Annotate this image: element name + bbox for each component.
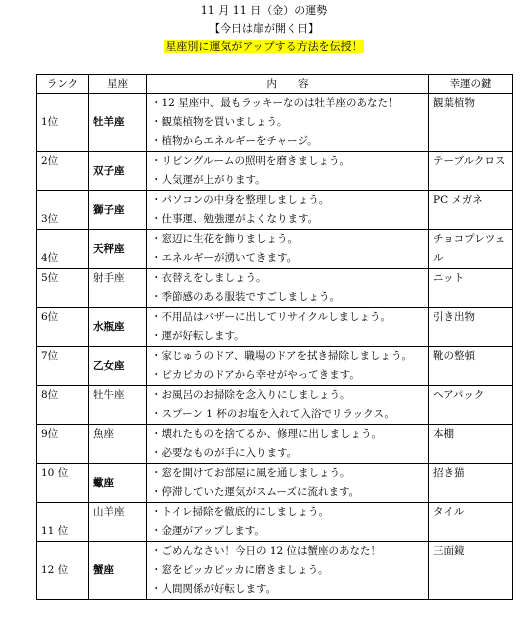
content-line: ・お風呂のお掃除を念入りにしましょう。 bbox=[151, 389, 351, 401]
table-row bbox=[37, 269, 513, 308]
content-cell bbox=[147, 503, 429, 542]
zodiac-sign-cell: 牡牛座 bbox=[89, 386, 147, 425]
rank-cell: 3位 bbox=[37, 191, 89, 230]
table-row bbox=[37, 152, 513, 191]
zodiac-sign-cell: 蟹座 bbox=[89, 542, 147, 600]
content-cell bbox=[147, 542, 429, 600]
content-cell bbox=[147, 94, 429, 152]
content-line: ・金運がアップします。 bbox=[151, 525, 265, 537]
lucky-key-cell: PC メガネ bbox=[429, 191, 513, 230]
rank-cell: 8位 bbox=[37, 386, 89, 425]
content-line: ・停滞していた運気がスムーズに流れます。 bbox=[151, 486, 360, 498]
rank-cell: 11 位 bbox=[37, 503, 89, 542]
table-body bbox=[37, 94, 513, 600]
column-header-lucky-key: 幸運の鍵 bbox=[429, 75, 513, 94]
rank-cell: 6位 bbox=[37, 308, 89, 347]
zodiac-sign-cell: 山羊座 bbox=[89, 503, 147, 542]
lucky-key-cell: チョコプレツェル bbox=[429, 230, 513, 269]
content-line: ・窓辺に生花を飾りましょう。 bbox=[151, 233, 298, 245]
rank-cell: 2位 bbox=[37, 152, 89, 191]
table-row bbox=[37, 542, 513, 600]
content-cell bbox=[147, 230, 429, 269]
table-row bbox=[37, 464, 513, 503]
content-cell bbox=[147, 152, 429, 191]
zodiac-sign-cell: 射手座 bbox=[89, 269, 147, 308]
zodiac-sign-cell: 天秤座 bbox=[89, 230, 147, 269]
lucky-key-cell: ヘアパック bbox=[429, 386, 513, 425]
zodiac-sign-cell: 蠍座 bbox=[89, 464, 147, 503]
content-line: ・必要なものが手に入ります。 bbox=[151, 447, 298, 459]
day-subtitle: 【今日は扉が開く日】 bbox=[209, 22, 319, 35]
table-row bbox=[37, 230, 513, 269]
content-line: ・窓を開けてお部屋に風を通しましょう。 bbox=[151, 467, 351, 479]
rank-cell: 4位 bbox=[37, 230, 89, 269]
lucky-key-cell: 引き出物 bbox=[429, 308, 513, 347]
lucky-key-cell: 三面鏡 bbox=[429, 542, 513, 600]
content-line: ・人間関係が好転します。 bbox=[151, 583, 277, 595]
content-line: ・壊れたものを捨てるか、修理に出しましょう。 bbox=[151, 428, 382, 440]
zodiac-sign-cell: 獅子座 bbox=[89, 191, 147, 230]
highlight-heading bbox=[0, 40, 528, 54]
content-cell bbox=[147, 464, 429, 503]
rank-cell: 9位 bbox=[37, 425, 89, 464]
content-line: ・季節感のある服装ですごしましょう。 bbox=[151, 291, 340, 303]
content-cell bbox=[147, 308, 429, 347]
content-line: ・トイレ掃除を徹底的にしましょう。 bbox=[151, 506, 329, 518]
lucky-key-cell: ニット bbox=[429, 269, 513, 308]
content-line: ・植物からエネルギーをチャージ。 bbox=[151, 135, 318, 147]
table-row bbox=[37, 347, 513, 386]
content-cell bbox=[147, 269, 429, 308]
content-cell bbox=[147, 191, 429, 230]
table-header-row bbox=[37, 75, 513, 94]
date-title: 11 月 11 日（金）の運勢 bbox=[200, 4, 328, 17]
fortune-table bbox=[36, 74, 513, 600]
table-row bbox=[37, 94, 513, 152]
highlighted-text: 星座別に運気がアップする方法を伝授！ bbox=[165, 40, 363, 53]
content-line: ・エネルギーが湧いてきます。 bbox=[151, 252, 298, 264]
rank-cell: 10 位 bbox=[37, 464, 89, 503]
zodiac-sign-cell: 水瓶座 bbox=[89, 308, 147, 347]
content-line: ・人気運が上がります。 bbox=[151, 174, 266, 186]
content-cell bbox=[147, 386, 429, 425]
content-line: ・パソコンの中身を整理しましょう。 bbox=[151, 194, 330, 206]
lucky-key-cell: 本棚 bbox=[429, 425, 513, 464]
lucky-key-cell: 靴の整頓 bbox=[429, 347, 513, 386]
rank-cell: 5位 bbox=[37, 269, 89, 308]
content-line: ・12 星座中、最もラッキーなのは牡羊座のあなた！ bbox=[151, 97, 399, 109]
rank-cell: 12 位 bbox=[37, 542, 89, 600]
content-line: ・観葉植物を買いましょう。 bbox=[151, 116, 288, 128]
table-row bbox=[37, 386, 513, 425]
lucky-key-cell: 観葉植物 bbox=[429, 94, 513, 152]
rank-cell: 1位 bbox=[37, 94, 89, 152]
content-line: ・不用品はバザーに出してリサイクルしましょう。 bbox=[151, 311, 392, 323]
content-line: ・ごめんなさい！今日の 12 位は蟹座のあなた！ bbox=[151, 545, 382, 557]
zodiac-sign-cell: 乙女座 bbox=[89, 347, 147, 386]
zodiac-sign-cell: 魚座 bbox=[89, 425, 147, 464]
content-cell bbox=[147, 347, 429, 386]
content-line: ・ピカピカのドアから幸せがやってきます。 bbox=[151, 369, 360, 381]
zodiac-sign-cell: 牡羊座 bbox=[89, 94, 147, 152]
content-line: ・リビングルームの照明を磨きましょう。 bbox=[151, 155, 350, 167]
column-header-rank: ランク bbox=[37, 75, 89, 94]
zodiac-sign-cell: 双子座 bbox=[89, 152, 147, 191]
table-row bbox=[37, 308, 513, 347]
content-cell bbox=[147, 425, 429, 464]
lucky-key-cell: タイル bbox=[429, 503, 513, 542]
table-row bbox=[37, 191, 513, 230]
content-line: ・家じゅうのドア、職場のドアを拭き掃除しましょう。 bbox=[151, 350, 413, 362]
column-header-content: 内 容 bbox=[147, 75, 429, 94]
rank-cell: 7位 bbox=[37, 347, 89, 386]
column-header-sign: 星座 bbox=[89, 75, 147, 94]
content-line: ・衣替えをしましょう。 bbox=[151, 272, 267, 284]
content-line: ・仕事運、勉強運がよくなります。 bbox=[151, 213, 319, 225]
content-line: ・窓をピッカピッカに磨きましょう。 bbox=[151, 564, 329, 576]
content-line: ・運が好転します。 bbox=[151, 330, 245, 342]
lucky-key-cell: 招き猫 bbox=[429, 464, 513, 503]
lucky-key-cell: テーブルクロス bbox=[429, 152, 513, 191]
table-row bbox=[37, 425, 513, 464]
content-line: ・スプーン 1 杯のお塩を入れて入浴でリラックス。 bbox=[151, 408, 395, 420]
table-row bbox=[37, 503, 513, 542]
